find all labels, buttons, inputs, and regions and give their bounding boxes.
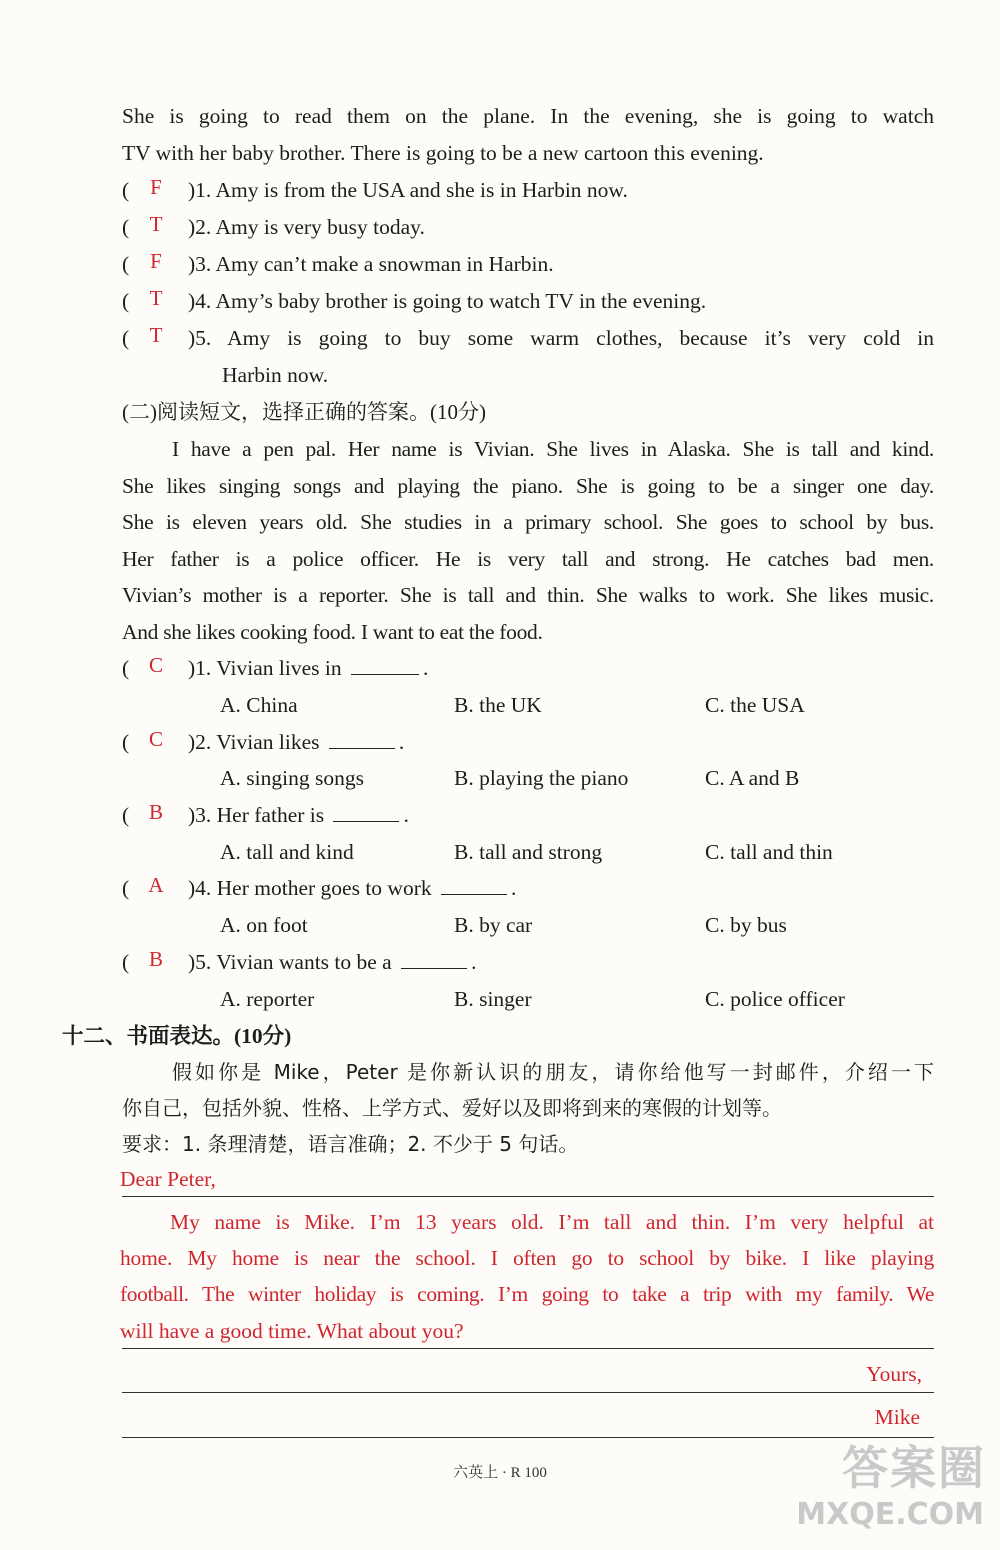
tf-answer: T — [149, 286, 163, 310]
passage-line: She likes singing songs and playing the piano. She is going to be a singer one day. — [122, 474, 934, 498]
mc-answer: C — [148, 727, 163, 751]
page-footer: 六英上 · R 100 — [453, 1465, 547, 1481]
letter-line: will have a good time. What about you? — [120, 1319, 464, 1343]
tf-question: ( )4. Amy’s baby brother is going to watch TV in the evening. — [122, 289, 707, 313]
option-a: A. singing songs — [220, 766, 364, 790]
passage-line: Vivian’s mother is a reporter. She is tall and thin. She walks to work. She likes music. — [122, 583, 934, 607]
writing-prompt: 假如你是 Mike，Peter 是你新认识的朋友，请你给他写一封邮件，介绍一下 — [172, 1060, 934, 1084]
option-c: C. A and B — [705, 766, 800, 790]
option-c: C. the USA — [705, 693, 805, 717]
tf-question: ( )5. Amy is going to buy some warm clothes, because it’s very cold in — [122, 326, 934, 350]
option-c: C. police officer — [705, 987, 845, 1011]
passage-line: She is eleven years old. She studies in a primary school. She goes to school by bus. — [122, 510, 934, 534]
answer-blank — [329, 728, 395, 749]
letter-greeting: Dear Peter, — [120, 1167, 216, 1191]
letter-signature: Mike — [874, 1405, 920, 1429]
answer-blank — [441, 874, 507, 895]
mc-answer: B — [148, 800, 163, 824]
passage-line: She is going to read them on the plane. In the evening, she is going to watch — [122, 104, 934, 128]
answer-blank — [401, 948, 467, 969]
writing-requirement: 要求：1. 条理清楚，语言准确；2. 不少于 5 句话。 — [122, 1132, 579, 1156]
tf-question: ( )3. Amy can’t make a snowman in Harbin. — [122, 252, 554, 276]
passage-line: TV with her baby brother. There is going to be a new cartoon this evening. — [122, 141, 764, 165]
answer-blank — [351, 654, 419, 675]
passage-line: I have a pen pal. Her name is Vivian. She lives in Alaska. She is tall and kind. — [172, 437, 934, 461]
passage-line: Her father is a police officer. He is very tall and strong. He catches bad men. — [122, 547, 934, 571]
mc-question: ( )1. Vivian lives in . — [122, 656, 429, 680]
watermark-text: 答案圈 — [842, 1441, 986, 1495]
passage-line: And she likes cooking food. I want to eat the food. — [122, 620, 543, 644]
writing-line — [122, 1196, 934, 1197]
watermark-logo — [796, 1432, 986, 1532]
option-b: B. playing the piano — [454, 766, 629, 790]
writing-line — [122, 1348, 934, 1349]
tf-question-continued: Harbin now. — [222, 363, 329, 387]
tf-question: ( )2. Amy is very busy today. — [122, 215, 425, 239]
letter-line: football. The winter holiday is coming. I’m going to take a trip with my family. We — [120, 1282, 934, 1306]
tf-answer: F — [150, 249, 162, 273]
mc-answer: A — [148, 873, 164, 897]
mc-answer: C — [148, 653, 163, 677]
option-b: B. the UK — [454, 693, 542, 717]
mc-answer: B — [148, 947, 163, 971]
option-b: B. singer — [454, 987, 532, 1011]
option-c: C. by bus — [705, 913, 787, 937]
option-a: A. on foot — [220, 913, 308, 937]
mc-question: ( )2. Vivian likes . — [122, 730, 405, 754]
section-heading: 十二、书面表达。(10分) — [62, 1024, 292, 1048]
option-a: A. reporter — [220, 987, 315, 1011]
watermark-url: MXQE.COM — [796, 1497, 984, 1532]
tf-question: ( )1. Amy is from the USA and she is in Harbin now. — [122, 178, 628, 202]
option-c: C. tall and thin — [705, 840, 833, 864]
tf-answer: T — [149, 323, 163, 347]
option-a: A. tall and kind — [220, 840, 354, 864]
tf-answer: F — [150, 175, 162, 199]
option-b: B. by car — [454, 913, 533, 937]
writing-line — [122, 1392, 934, 1393]
letter-line: home. My home is near the school. I often go to school by bike. I like playing — [120, 1246, 934, 1270]
option-b: B. tall and strong — [454, 840, 603, 864]
mc-question: ( )5. Vivian wants to be a . — [122, 950, 477, 974]
option-a: A. China — [220, 693, 298, 717]
letter-closing: Yours, — [866, 1362, 922, 1386]
answer-blank — [333, 801, 399, 822]
mc-question: ( )3. Her father is . — [122, 803, 409, 827]
writing-prompt: 你自己，包括外貌、性格、上学方式、爱好以及即将到来的寒假的计划等。 — [122, 1096, 782, 1120]
tf-answer: T — [149, 212, 163, 236]
mc-question: ( )4. Her mother goes to work . — [122, 876, 517, 900]
letter-line: My name is Mike. I’m 13 years old. I’m tall and thin. I’m very helpful at — [170, 1210, 934, 1234]
section-heading: (二)阅读短文，选择正确的答案。(10分) — [122, 400, 486, 424]
